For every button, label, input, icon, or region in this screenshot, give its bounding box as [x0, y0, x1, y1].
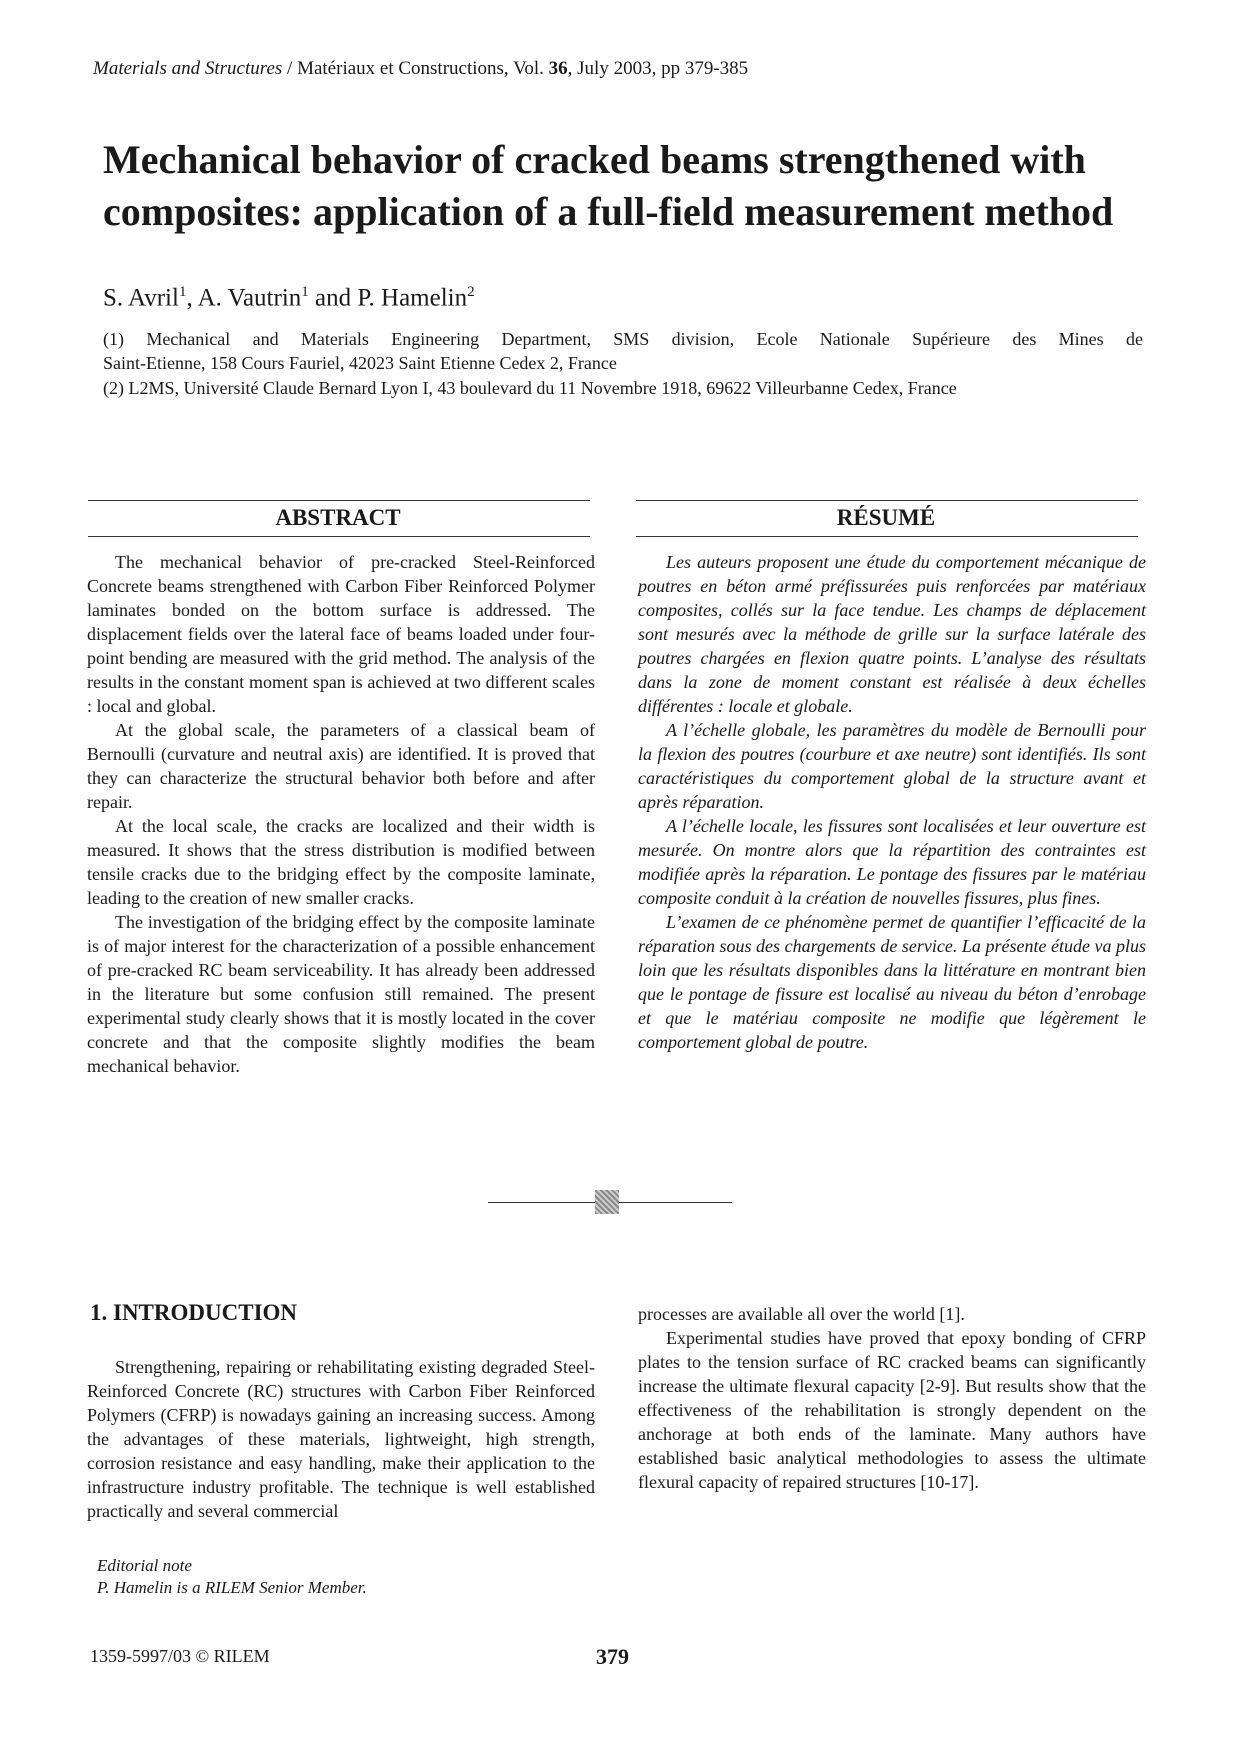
divider-ornament — [595, 1190, 619, 1214]
resume-paragraph: A l’échelle locale, les fissures sont localisées et leur ouverture est mesurée. On montre alors que la répartition des contraintes est modifiée après la réparation. Le pontage des fissures par le matériau composite conduit à la création de nouvelles fissures, plus fines. — [638, 816, 1146, 908]
author-list: S. Avril$^1$, A. Vautrin$^1$ and P. Hamelin$^2$ — [103, 284, 475, 312]
affiliation-1: (1) Mechanical and Materials Engineering Department, SMS division, Ecole Nationale Supérieure des Mines de Saint-Etienne, 158 Cours Fauriel, 42023 Saint Etienne Cedex 2, France — [103, 329, 1143, 373]
introduction-heading: 1. INTRODUCTION — [90, 1300, 298, 1325]
editorial-note: Editorial note P. Hamelin is a RILEM Senior Member. — [97, 1556, 367, 1597]
paper-title — [103, 134, 1153, 238]
affiliation-2: (2) L2MS, Université Claude Bernard Lyon I, 43 boulevard du 11 Novembre 1918, 69622 Villeurbanne Cedex, France — [103, 378, 957, 398]
intro-paragraph-cont: processes are available all over the world [1]. — [638, 1304, 965, 1324]
resume-paragraph: L’examen de ce phénomène permet de quantifier l’efficacité de la réparation sous des chargements de service. La présente étude va plus loin que les résultats disponibles dans la littérature en montrant bien que le pontage de fissure est localisé au niveau du béton d’enrobage et que le matériau composite ne modifie que légèrement le comportement global de poutre. — [638, 912, 1146, 1052]
resume-paragraph: A l’échelle globale, les paramètres du modèle de Bernoulli pour la flexion des poutres (courbure et axe neutre) sont identifiés. Ils sont caractéristiques du comportement global de la structure avant et après réparation. — [638, 720, 1146, 812]
resume-paragraph: Les auteurs proposent une étude du comportement mécanique de poutres en béton armé préfissurées puis renforcées par matériaux composites, collés sur la face tendue. Les champs de déplacement sont mesurés avec la méthode de grille sur la surface latérale des poutres chargées en flexion quatre points. L’analyse des résultats dans la zone de moment constant est réalisée à deux échelles différentes : locale et globale. — [638, 552, 1146, 716]
abstract-top-rule — [88, 500, 590, 501]
title-line-1: Mechanical behavior of cracked beams strengthened with — [103, 137, 1086, 182]
abstract-paragraph: At the local scale, the cracks are localized and their width is measured. It shows that the stress distribution is modified between tensile cracks due to the bridging effect by the composite laminate, leading to the creation of new smaller cracks. — [87, 816, 595, 908]
intro-paragraph: Experimental studies have proved that epoxy bonding of CFRP plates to the tension surface of RC cracked beams can significantly increase the ultimate flexural capacity [2-9]. But results show that the effectiveness of the rehabilitation is strongly dependent on the anchorage at both ends of the laminate. Many authors have established basic analytical methodologies to assess the ultimate flexural capacity of repaired structures [10-17]. — [638, 1328, 1146, 1492]
abstract-body — [87, 550, 595, 1078]
intro-paragraph: Strengthening, repairing or rehabilitating existing degraded Steel-Reinforced Concrete (RC) structures with Carbon Fiber Reinforced Polymers (CFRP) is nowadays gaining an increasing success. Among the advantages of these materials, lightweight, high strength, corrosion resistance and easy handling, make their application to the infrastructure industry profitable. The technique is well established practically and several commercial — [87, 1357, 595, 1521]
title-line-2: composites: application of a full-field measurement method — [103, 189, 1114, 234]
issn-footer: 1359-5997/03 © RILEM — [90, 1646, 270, 1666]
abstract-paragraph: The investigation of the bridging effect by the composite laminate is of major interest for the characterization of a possible enhancement of pre-cracked RC beam serviceability. It has already been addressed in the literature but some confusion still remained. The present experimental study clearly shows that it is mostly located in the cover concrete and that the composite slightly modifies the beam mechanical behavior. — [87, 912, 595, 1076]
resume-bottom-rule — [636, 536, 1138, 537]
abstract-paragraph: At the global scale, the parameters of a classical beam of Bernoulli (curvature and neutral axis) are identified. It is proved that they can characterize the structural behavior both before and after repair. — [87, 720, 595, 812]
journal-header: Materials and Structures / Matériaux et Constructions, Vol. 36, July 2003, pp 379-385 — [93, 58, 749, 79]
resume-body — [638, 550, 1146, 1054]
resume-heading: RÉSUMÉ — [836, 505, 936, 530]
abstract-paragraph: The mechanical behavior of pre-cracked Steel-Reinforced Concrete beams strengthened with Carbon Fiber Reinforced Polymer laminates bonded on the bottom surface is addressed. The displacement fields over the lateral face of beams loaded under four-point bending are measured with the grid method. The analysis of the results in the constant moment span is achieved at two different scales : local and global. — [87, 552, 595, 716]
resume-top-rule — [636, 500, 1138, 501]
abstract-bottom-rule — [88, 536, 590, 537]
abstract-heading: ABSTRACT — [275, 505, 401, 530]
intro-right-column — [638, 1302, 1146, 1494]
page-number: 379 — [596, 1644, 629, 1669]
intro-left-column — [87, 1355, 595, 1523]
